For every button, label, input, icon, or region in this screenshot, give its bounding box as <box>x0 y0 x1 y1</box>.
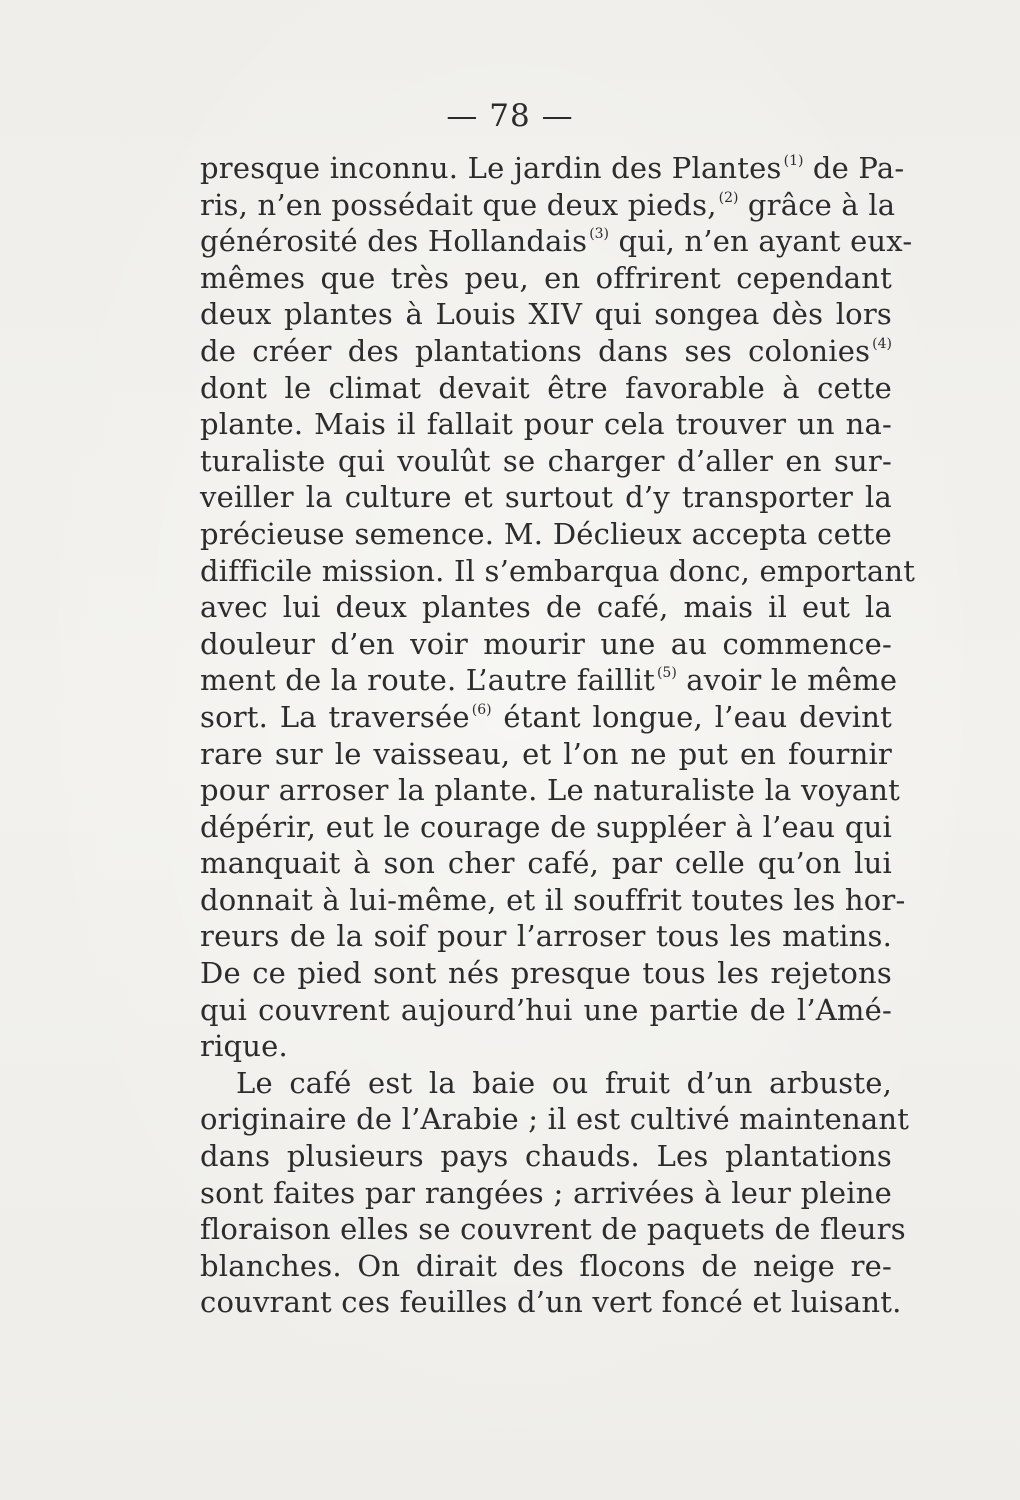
paragraph-2 <box>200 1065 910 1321</box>
text-line <box>200 1211 906 1248</box>
footnote-marker: (6) <box>471 701 492 718</box>
text-line <box>200 662 898 699</box>
text-line <box>200 1248 892 1285</box>
text-segment: pour arroser la plante. Le naturaliste la voyant <box>200 773 901 808</box>
footnote-marker: (1) <box>783 153 804 169</box>
text-segment: qui, n’en ayant eux- <box>609 224 913 259</box>
text-line <box>200 1028 892 1065</box>
footnote-marker: (3) <box>589 226 610 243</box>
text-segment: donnait à lui-même, et il souffrit toutes les hor- <box>200 882 906 917</box>
text-segment: ris, n’en possédait que deux pieds, <box>200 187 717 222</box>
text-segment: rare sur le vaisseau, et l’on ne put en fournir <box>200 736 892 771</box>
text-segment: reurs de la soif pour l’arroser tous les matins. <box>200 919 892 954</box>
text-segment: deux plantes à Louis XIV qui songea dès lors <box>200 297 892 332</box>
text-line <box>200 516 892 553</box>
text-line <box>200 736 892 773</box>
text-segment: blanches. On dirait des flocons de neige re- <box>200 1248 892 1283</box>
text-segment: couvrant ces feuilles d’un vert foncé et luisant. <box>200 1285 902 1320</box>
text-line <box>200 882 906 919</box>
text-line <box>200 918 892 955</box>
text-line <box>200 845 892 882</box>
text-segment: dont le climat devait être favorable à cette <box>200 370 892 405</box>
text-segment: avec lui deux plantes de café, mais il eut la <box>200 590 892 625</box>
text-segment: sort. La traversée <box>200 699 470 734</box>
text-segment: dépérir, eut le courage de suppléer à l’eau qui <box>200 809 892 844</box>
body-text <box>200 150 916 1321</box>
text-line <box>200 260 892 297</box>
text-segment: précieuse semence. M. Déclieux accepta cette <box>200 516 892 551</box>
text-line <box>200 992 892 1029</box>
text-line <box>200 370 892 407</box>
text-line <box>200 443 892 480</box>
text-line <box>200 699 892 736</box>
text-segment: floraison elles se couvrent de paquets de fleurs <box>200 1212 906 1247</box>
text-line <box>200 296 892 333</box>
text-segment: difficile mission. Il s’embarqua donc, emportant <box>200 553 916 588</box>
text-line <box>200 1284 902 1321</box>
text-line <box>200 1138 892 1175</box>
text-line <box>200 406 892 443</box>
text-segment: mêmes que très peu, en offrirent cependant <box>200 260 892 295</box>
text-segment: de Pa- <box>803 151 905 185</box>
footnote-marker: (5) <box>656 665 677 682</box>
text-line <box>200 333 892 370</box>
text-line <box>200 589 892 626</box>
text-segment: grâce à la <box>738 187 896 222</box>
text-segment: qui couvrent aujourd’hui une partie de l’Amé- <box>200 992 892 1027</box>
text-line <box>200 772 901 809</box>
text-line <box>200 479 892 516</box>
text-line <box>200 1101 910 1138</box>
text-segment: sont faites par rangées ; arrivées à leur pleine <box>200 1175 892 1210</box>
text-segment: étant longue, l’eau devint <box>491 699 892 734</box>
text-line <box>200 187 896 224</box>
text-segment: turaliste qui voulût se charger d’aller en sur- <box>200 443 892 478</box>
text-line <box>200 626 892 663</box>
text-segment: douleur d’en voir mourir une au commence- <box>200 626 892 661</box>
paragraph-1 <box>200 150 916 1065</box>
text-line <box>200 1175 892 1212</box>
text-segment: plante. Mais il fallait pour cela trouver un na- <box>200 407 892 442</box>
text-segment: originaire de l’Arabie ; il est cultivé maintenant <box>200 1102 910 1137</box>
page-number: — 78 — <box>446 98 574 134</box>
text-segment: presque inconnu. Le jardin des Plantes <box>200 151 782 185</box>
text-line <box>200 955 892 992</box>
text-segment: de créer des plantations dans ses colonies <box>200 333 871 368</box>
text-segment: manquait à son cher café, par celle qu’on lui <box>200 846 892 881</box>
footnote-marker: (4) <box>872 335 892 352</box>
text-segment: rique. <box>200 1029 288 1064</box>
text-line <box>200 1065 892 1102</box>
text-segment: De ce pied sont nés presque tous les rejetons <box>200 956 892 991</box>
text-line <box>200 809 892 846</box>
text-segment: avoir le même <box>676 663 898 698</box>
footnote-marker: (2) <box>718 189 739 206</box>
text-segment: dans plusieurs pays chauds. Les plantations <box>200 1139 892 1174</box>
text-segment: générosité des Hollandais <box>200 224 588 259</box>
text-line <box>200 553 916 590</box>
text-line <box>200 223 913 260</box>
text-line <box>200 150 905 187</box>
text-segment: ment de la route. L’autre faillit <box>200 663 655 698</box>
text-segment: Le café est la baie ou fruit d’un arbuste, <box>236 1065 892 1100</box>
text-segment: veiller la culture et surtout d’y transporter la <box>200 480 892 515</box>
